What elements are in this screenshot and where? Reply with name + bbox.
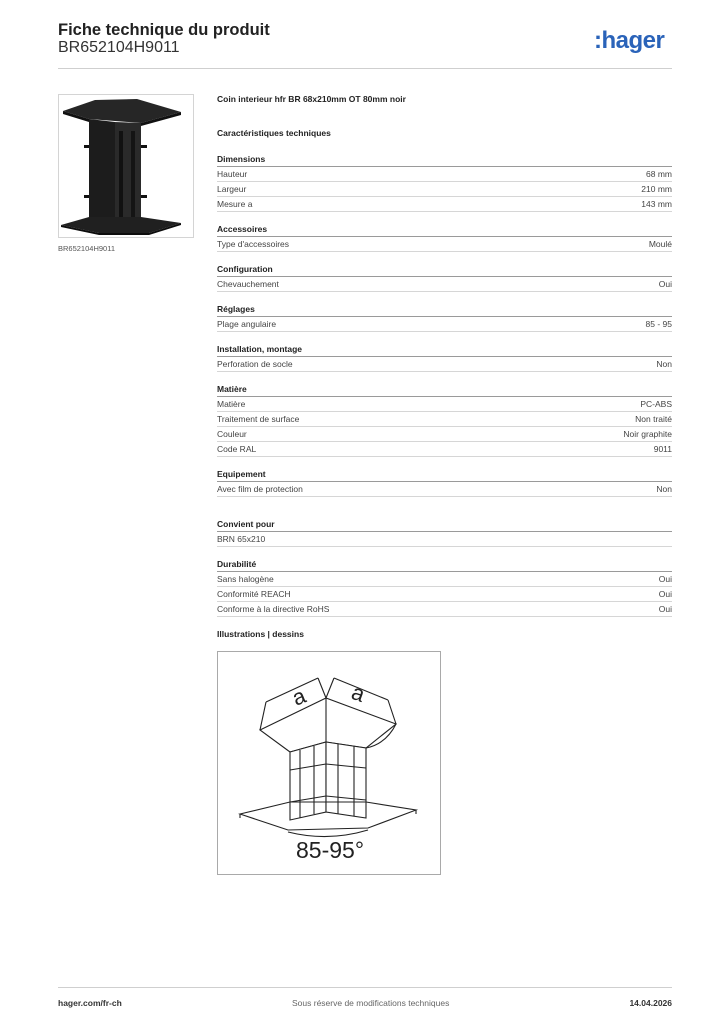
spec-row — [217, 317, 672, 332]
spec-label: Conformité REACH — [217, 589, 291, 599]
spec-value: Non — [656, 359, 672, 369]
section-title: Durabilité — [217, 557, 672, 572]
spec-row — [217, 167, 672, 182]
spec-section — [217, 382, 672, 457]
spec-row — [217, 197, 672, 212]
compat-item — [217, 532, 672, 547]
footer-disclaimer: Sous réserve de modifications techniques — [292, 998, 450, 1008]
spec-label: Matière — [217, 399, 246, 409]
spec-label: Type d'accessoires — [217, 239, 290, 249]
spec-label: Avec film de protection — [217, 484, 303, 494]
spec-value: Oui — [658, 279, 672, 289]
spec-value: Non traité — [635, 414, 672, 424]
product-name: Coin interieur hfr BR 68x210mm OT 80mm noir — [217, 94, 406, 104]
corner-line-drawing — [218, 652, 440, 874]
spacer — [217, 142, 672, 152]
spec-value: PC-ABS — [640, 399, 672, 409]
spec-row — [217, 277, 672, 292]
spec-section — [217, 262, 672, 292]
spacer — [217, 212, 672, 222]
spacer — [217, 497, 672, 517]
spec-panel — [217, 94, 672, 643]
dimension-label-a-right: a — [348, 679, 369, 707]
header-divider — [58, 68, 672, 69]
spec-row — [217, 482, 672, 497]
spec-label: Chevauchement — [217, 279, 279, 289]
section-title: Accessoires — [217, 222, 672, 237]
spec-value: 85 - 95 — [645, 319, 672, 329]
spec-section — [217, 467, 672, 497]
spec-row — [217, 587, 672, 602]
spec-value: 210 mm — [641, 184, 672, 194]
section-title: Equipement — [217, 467, 672, 482]
footer-date: 14.04.2026 — [629, 998, 672, 1008]
spec-value: 68 mm — [646, 169, 672, 179]
spacer — [217, 547, 672, 557]
spec-section — [217, 302, 672, 332]
spacer — [217, 372, 672, 382]
durability-rows — [217, 572, 672, 617]
spec-value: 143 mm — [641, 199, 672, 209]
spec-value: Noir graphite — [623, 429, 672, 439]
footer-website-link[interactable]: hager.com/fr-ch — [58, 998, 122, 1008]
product-reference: BR652104H9011 — [58, 39, 180, 56]
spec-row — [217, 442, 672, 457]
spacer — [217, 332, 672, 342]
section-title: Réglages — [217, 302, 672, 317]
compat-list — [217, 532, 672, 547]
spec-label: Traitement de surface — [217, 414, 300, 424]
spec-value: Moulé — [648, 239, 672, 249]
spec-section — [217, 222, 672, 252]
illustrations-title: Illustrations | dessins — [217, 629, 304, 639]
spec-section — [217, 152, 672, 212]
spec-row — [217, 412, 672, 427]
spec-label: Code RAL — [217, 444, 257, 454]
compat-section — [217, 517, 672, 547]
compat-label: BRN 65x210 — [217, 534, 266, 544]
hager-logo — [594, 27, 664, 55]
spec-label: Largeur — [217, 184, 247, 194]
spec-label: Perforation de socle — [217, 359, 293, 369]
section-title: Matière — [217, 382, 672, 397]
illustration-drawing — [217, 651, 441, 875]
spec-row — [217, 182, 672, 197]
spec-label: Couleur — [217, 429, 247, 439]
spacer — [217, 457, 672, 467]
spec-value: Oui — [658, 574, 672, 584]
spec-row — [217, 357, 672, 372]
spec-value: Oui — [658, 589, 672, 599]
spec-row — [217, 397, 672, 412]
spec-row — [217, 237, 672, 252]
dimension-label-a-left: a — [288, 682, 310, 711]
spacer — [217, 292, 672, 302]
spec-label: Plage angulaire — [217, 319, 277, 329]
spec-section — [217, 342, 672, 372]
spec-label: Sans halogène — [217, 574, 274, 584]
footer-divider — [58, 987, 672, 988]
spec-heading: Caractéristiques techniques — [217, 128, 331, 138]
durability-section — [217, 557, 672, 617]
spec-row — [217, 572, 672, 587]
spec-label: Mesure a — [217, 199, 253, 209]
spec-value: Non — [656, 484, 672, 494]
section-title: Installation, montage — [217, 342, 672, 357]
logo-text: hager — [601, 27, 665, 54]
spec-row — [217, 427, 672, 442]
spacer — [217, 252, 672, 262]
corner-product-photo — [59, 95, 193, 237]
spec-value: 9011 — [653, 444, 672, 454]
spec-value: Oui — [658, 604, 672, 614]
spec-label: Conforme à la directive RoHS — [217, 604, 330, 614]
spec-sections — [217, 152, 672, 497]
section-title: Configuration — [217, 262, 672, 277]
angle-range-label: 85-95° — [296, 837, 365, 863]
section-title: Dimensions — [217, 152, 672, 167]
spec-row — [217, 602, 672, 617]
logo-colon: : — [594, 27, 602, 54]
page-title: Fiche technique du produit — [58, 21, 270, 39]
image-caption: BR652104H9011 — [58, 244, 115, 253]
product-image — [58, 94, 194, 238]
spec-label: Hauteur — [217, 169, 248, 179]
section-title: Convient pour — [217, 517, 672, 532]
